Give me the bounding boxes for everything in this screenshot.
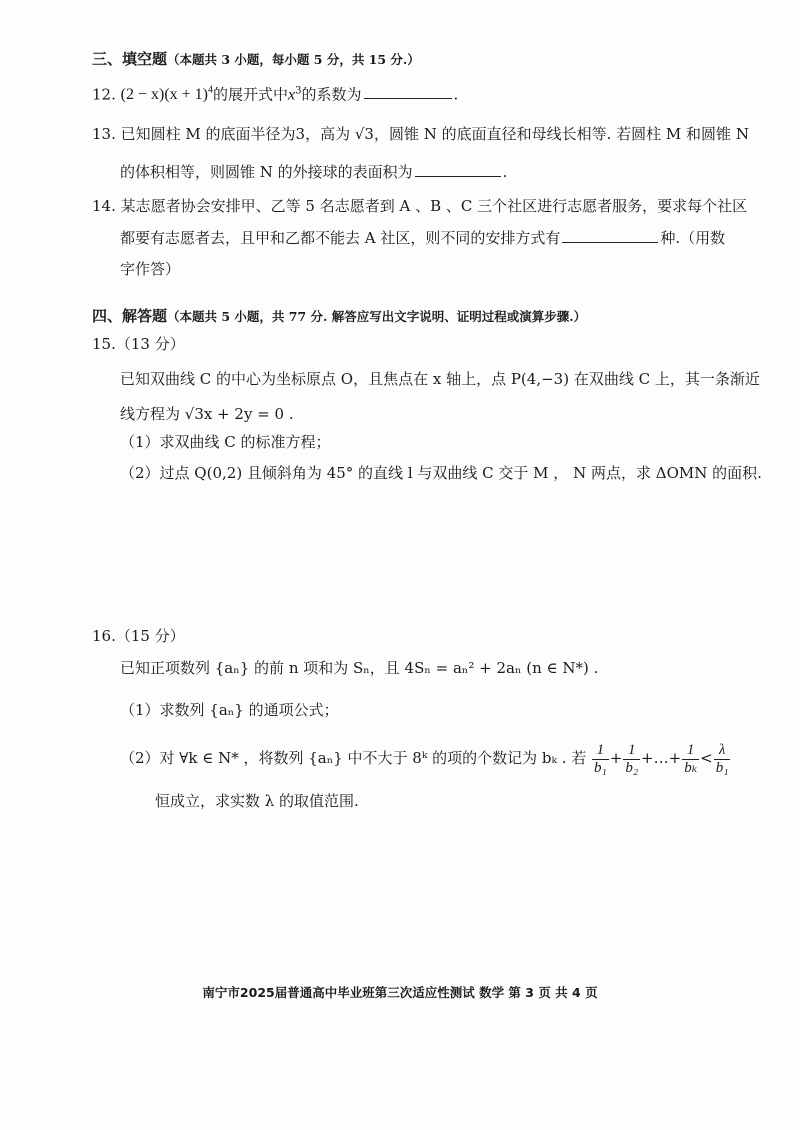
question-16-part-2: （2）对 ∀k ∈ N* ，将数列 {aₙ} 中不大于 8ᵏ 的项的个数记为 bₖ . 若 $\frac{1}{\text{b₁}}$ + $\frac{1}{\text{b₂}}$ +…+ $\frac{1}{\text{bₖ}}$ < $\frac{\lambda}{\text{b₁}}$	[120, 741, 729, 776]
page-footer: 南宁市2025届普通高中毕业班第三次适应性测试 数学 第 3 页 共 4 页	[202, 985, 598, 1000]
q16-dots: +…+	[641, 749, 682, 767]
question-14-line-1	[92, 195, 747, 217]
frac1-numerator: 1	[592, 742, 609, 760]
q16-part2: （2）对 ∀k ∈ N* ，将数列 {aₙ} 中不大于 8ᵏ 的项的个数记为 bₖ . 若	[120, 749, 587, 767]
fraction-1-over-bk	[682, 742, 699, 777]
question-15-line-2	[120, 403, 294, 425]
question-13-line-1	[92, 123, 749, 145]
q12-text2: 的系数为	[301, 85, 362, 104]
q14-line2b: 种.（用数	[660, 229, 726, 247]
q13-line1: 已知圆柱 M 的底面半径为3，高为 √3，圆锥 N 的底面直径和母线长相等. 若圆柱 M 和圆锥 N	[120, 125, 749, 143]
question-16-line-1	[120, 657, 598, 679]
fraction-1-over-b2	[623, 742, 640, 777]
frac3-denominator: bₖ	[684, 759, 698, 776]
section-4-heading: 四、解答题	[92, 307, 168, 325]
q12-answer-blank[interactable]	[364, 84, 452, 99]
q13-line2: 的体积相等，则圆锥 N 的外接球的表面积为	[120, 163, 413, 181]
frac2-numerator: 1	[623, 742, 640, 760]
q12-end: .	[453, 85, 459, 104]
q13-number: 13.	[92, 125, 116, 143]
section-4-note: （本题共 5 小题，共 77 分. 解答应写出文字说明、证明过程或演算步骤.）	[167, 309, 587, 324]
q13-answer-blank[interactable]	[415, 162, 501, 177]
q15-part1: （1）求双曲线 C 的标准方程；	[120, 433, 331, 451]
q12-text1: 的展开式中	[213, 85, 289, 104]
q16-number: 16.（15 分）	[92, 627, 185, 645]
section-3-heading: 三、填空题	[92, 50, 168, 68]
section-4-title	[92, 305, 586, 328]
question-12	[92, 80, 458, 106]
question-15-line-1	[120, 368, 760, 390]
q16-part1: （1）求数列 {aₙ} 的通项公式；	[120, 701, 339, 719]
q12-x: x	[288, 86, 296, 104]
question-16-line-3	[155, 790, 359, 812]
fraction-1-over-b1	[592, 742, 609, 777]
q16-line3: 恒成立，求实数 λ 的取值范围.	[155, 792, 359, 810]
frac4-denominator: b₁	[715, 759, 729, 776]
question-14-line-3	[120, 258, 180, 280]
frac2-denominator: b₂	[625, 759, 639, 776]
q12-expression	[121, 86, 213, 103]
question-16-number	[92, 625, 185, 647]
frac1-denominator: b₁	[594, 759, 607, 776]
q14-line2a: 都要有志愿者去，且甲和乙都不能去 A 社区，则不同的安排方式有	[120, 229, 561, 247]
section-3-title	[92, 48, 420, 71]
q14-line3: 字作答）	[120, 260, 181, 278]
q12-expr-text: (2 − x)(x + 1)	[120, 86, 208, 104]
q12-exponent-4: 4	[208, 85, 213, 96]
question-15-part-2	[120, 462, 762, 484]
q14-answer-blank[interactable]	[562, 228, 658, 243]
q15-part2: （2）过点 Q(0,2) 且倾斜角为 45° 的直线 l 与双曲线 C 交于 M ， N 两点，求 ΔOMN 的面积.	[120, 464, 762, 482]
q16-line1: 已知正项数列 {aₙ} 的前 n 项和为 Sₙ，且 4Sₙ = aₙ² + 2aₙ (n ∈ N*) .	[120, 659, 599, 677]
section-3-note: （本题共 3 小题，每小题 5 分，共 15 分.）	[167, 52, 420, 67]
question-14-line-2	[120, 227, 725, 249]
fraction-lambda-over-b1	[714, 742, 731, 777]
q15-line1: 已知双曲线 C 的中心为坐标原点 O，且焦点在 x 轴上，点 P(4,−3) 在双曲线 C 上，其一条渐近	[120, 370, 760, 388]
question-16-part-1	[120, 699, 339, 721]
q14-line1: 某志愿者协会安排甲、乙等 5 名志愿者到 A 、B 、C 三个社区进行志愿者服务，要求每个社区	[120, 197, 748, 215]
question-15-part-1	[120, 431, 331, 453]
frac4-numerator: λ	[714, 742, 731, 760]
q12-exponent-3: 3	[295, 85, 302, 97]
q13-end: .	[502, 163, 508, 181]
q14-number: 14.	[92, 197, 116, 215]
question-15-number	[92, 333, 185, 355]
q15-number: 15.（13 分）	[92, 335, 185, 353]
q15-line2: 线方程为 √3x + 2y = 0 .	[120, 405, 294, 423]
question-13-line-2	[120, 161, 507, 183]
frac3-numerator: 1	[682, 742, 699, 760]
q12-number: 12.	[92, 85, 116, 104]
